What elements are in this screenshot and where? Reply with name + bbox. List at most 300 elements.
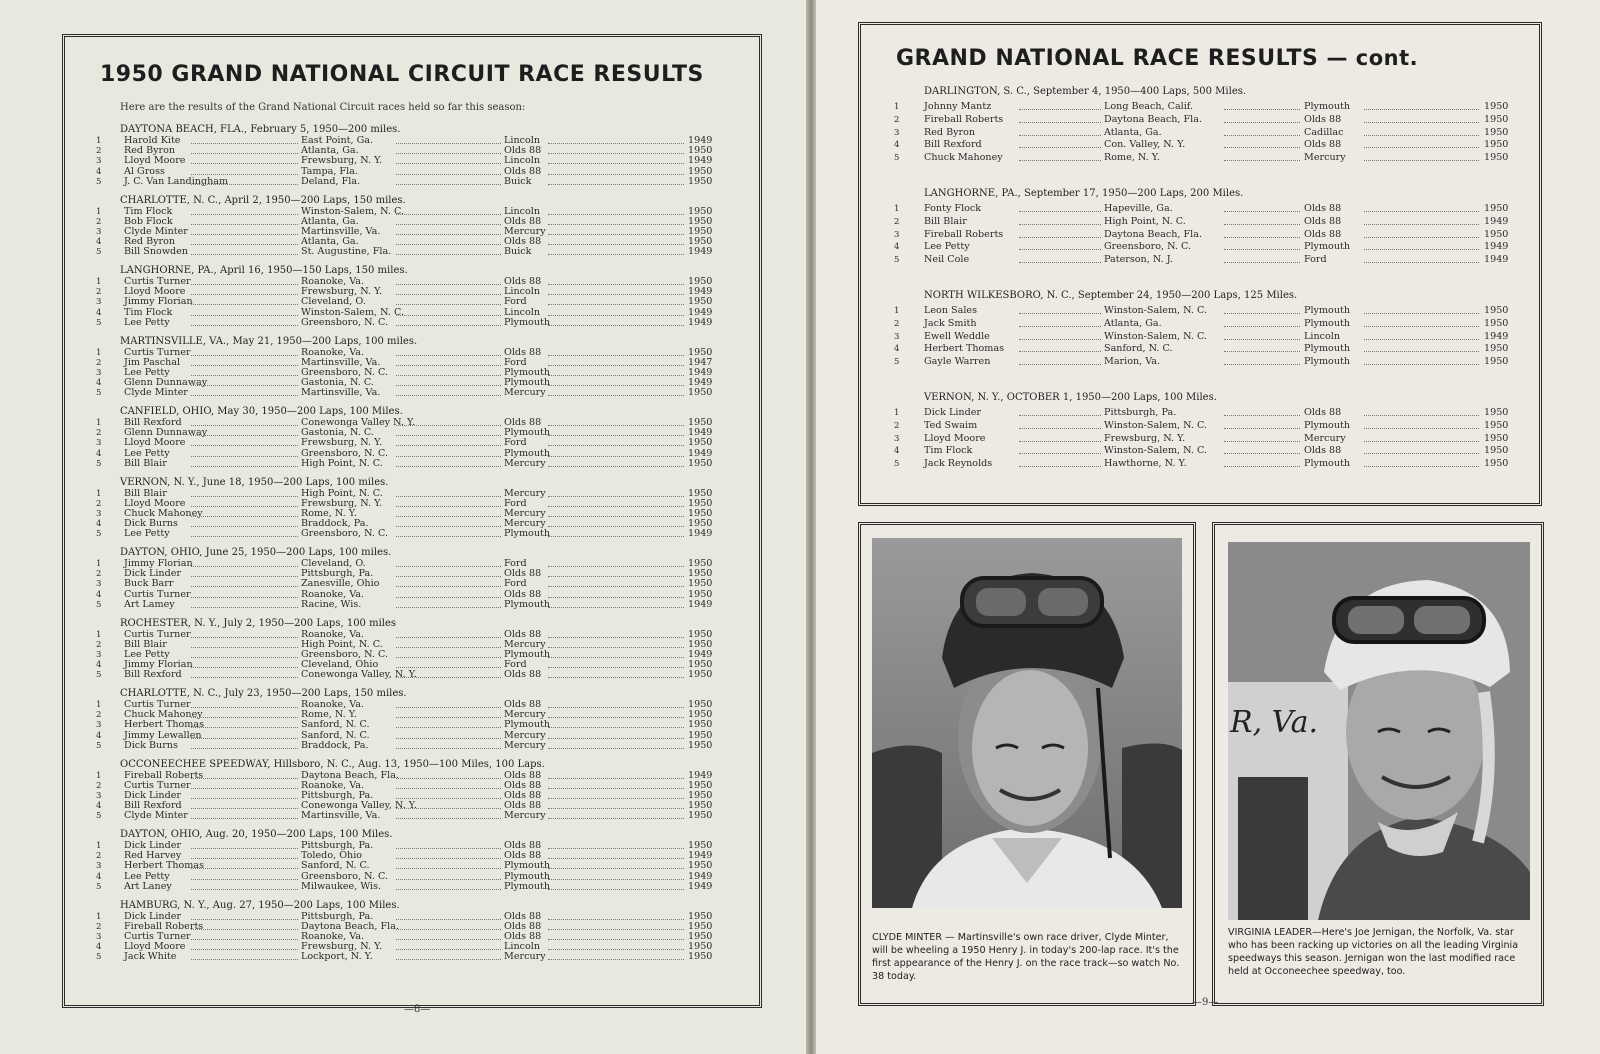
leader-dots bbox=[1364, 306, 1479, 314]
leader-dots bbox=[1019, 459, 1101, 467]
driver-hometown: Atlanta, Ga. bbox=[301, 236, 359, 248]
photo-clyde-minter bbox=[872, 538, 1182, 908]
leader-dots bbox=[396, 348, 501, 356]
leader-dots bbox=[548, 418, 684, 426]
leader-dots bbox=[548, 559, 684, 567]
leader-dots bbox=[1364, 332, 1479, 340]
result-row bbox=[894, 421, 1514, 431]
leader-dots bbox=[396, 388, 501, 396]
leader-dots bbox=[1019, 344, 1101, 352]
leader-dots bbox=[1224, 306, 1300, 314]
leader-dots bbox=[548, 237, 684, 245]
driver-name: Curtis Turner bbox=[124, 930, 191, 942]
driver-hometown: Winston-Salem, N. C. bbox=[1104, 305, 1208, 316]
result-row bbox=[96, 217, 716, 227]
finish-position: 4 bbox=[894, 242, 900, 253]
car-make: Ford bbox=[504, 578, 527, 590]
car-make: Plymouth bbox=[504, 316, 551, 328]
leader-dots bbox=[396, 640, 501, 648]
finish-position: 2 bbox=[96, 357, 102, 368]
result-row bbox=[96, 640, 716, 650]
leader-dots bbox=[548, 720, 684, 728]
car-year: 1949 bbox=[688, 870, 713, 882]
car-make: Plymouth bbox=[504, 719, 551, 731]
leader-dots bbox=[548, 277, 684, 285]
car-year: 1950 bbox=[688, 739, 713, 751]
result-row bbox=[96, 801, 716, 811]
driver-name: Lee Petty bbox=[124, 447, 170, 459]
result-row bbox=[894, 306, 1514, 316]
car-year: 1950 bbox=[1484, 343, 1509, 355]
driver-hometown: Greensboro, N. C. bbox=[301, 447, 389, 459]
car-year: 1950 bbox=[688, 628, 713, 640]
car-make: Plymouth bbox=[1304, 343, 1351, 355]
leader-dots bbox=[548, 519, 684, 527]
finish-position: 5 bbox=[894, 255, 900, 266]
result-row bbox=[894, 408, 1514, 418]
driver-name: Glenn Dunnaway bbox=[124, 427, 208, 439]
car-make: Olds 88 bbox=[504, 346, 542, 358]
driver-hometown: Winston-Salem, N. C. bbox=[1104, 330, 1208, 342]
driver-name: Neil Cole bbox=[924, 254, 970, 266]
driver-hometown: East Point, Ga. bbox=[301, 135, 374, 146]
car-year: 1949 bbox=[688, 769, 713, 781]
leader-dots bbox=[396, 177, 501, 185]
car-year: 1950 bbox=[688, 225, 713, 237]
car-year: 1950 bbox=[688, 638, 713, 650]
leader-dots bbox=[191, 318, 298, 326]
driver-hometown: Pittsburgh, Pa. bbox=[301, 789, 374, 801]
leader-dots bbox=[1224, 204, 1300, 212]
driver-name: Herbert Thomas bbox=[124, 719, 205, 731]
leader-dots bbox=[191, 519, 298, 527]
finish-position: 2 bbox=[96, 710, 102, 721]
race-heading: DAYTON, OHIO, Aug. 20, 1950—200 Laps, 100 Miles. bbox=[120, 829, 393, 840]
race-heading: LANGHORNE, PA., September 17, 1950—200 Laps, 200 Miles. bbox=[924, 188, 1244, 199]
leader-dots bbox=[191, 912, 298, 920]
leader-dots bbox=[548, 217, 684, 225]
leader-dots bbox=[191, 277, 298, 285]
result-row bbox=[894, 217, 1514, 227]
leader-dots bbox=[396, 801, 501, 809]
leader-dots bbox=[396, 287, 501, 295]
leader-dots bbox=[396, 519, 501, 527]
leader-dots bbox=[1364, 446, 1479, 454]
driver-hometown: Deland, Fla. bbox=[301, 175, 361, 187]
leader-dots bbox=[548, 499, 684, 507]
car-year: 1949 bbox=[1484, 330, 1509, 342]
car-year: 1950 bbox=[1484, 101, 1509, 112]
driver-name: Bill Rexford bbox=[124, 800, 182, 812]
driver-hometown: Frewsburg, N. Y. bbox=[301, 155, 383, 167]
car-make: Olds 88 bbox=[504, 800, 542, 812]
leader-dots bbox=[1224, 459, 1300, 467]
car-year: 1950 bbox=[688, 296, 713, 308]
leader-dots bbox=[191, 882, 298, 890]
leader-dots bbox=[191, 348, 298, 356]
finish-position: 1 bbox=[894, 408, 900, 418]
car-year: 1950 bbox=[1484, 113, 1509, 125]
car-year: 1949 bbox=[688, 135, 713, 146]
leader-dots bbox=[548, 167, 684, 175]
car-make: Lincoln bbox=[504, 286, 541, 298]
car-make: Mercury bbox=[504, 810, 546, 822]
leader-dots bbox=[191, 600, 298, 608]
car-year: 1949 bbox=[688, 850, 713, 862]
driver-name: Lloyd Moore bbox=[124, 155, 186, 167]
driver-name: Chuck Mahoney bbox=[924, 152, 1003, 164]
leader-dots bbox=[191, 579, 298, 587]
leader-dots bbox=[396, 710, 501, 718]
car-make: Olds 88 bbox=[504, 930, 542, 942]
leader-dots bbox=[1364, 421, 1479, 429]
finish-position: 3 bbox=[96, 226, 102, 237]
driver-hometown: Milwaukee, Wis. bbox=[301, 880, 382, 892]
finish-position: 4 bbox=[96, 307, 102, 318]
leader-dots bbox=[548, 358, 684, 366]
driver-hometown: Braddock, Pa. bbox=[301, 518, 369, 530]
finish-position: 2 bbox=[96, 921, 102, 932]
car-make: Olds 88 bbox=[1304, 215, 1342, 227]
leader-dots bbox=[548, 207, 684, 215]
driver-hometown: Pittsburgh, Pa. bbox=[301, 910, 374, 922]
leader-dots bbox=[1364, 140, 1479, 148]
car-make: Ford bbox=[504, 356, 527, 368]
driver-name: Glenn Dunnaway bbox=[124, 377, 208, 389]
car-make: Mercury bbox=[504, 225, 546, 237]
driver-name: Jimmy Florian bbox=[124, 296, 193, 308]
driver-name: Fireball Roberts bbox=[924, 228, 1004, 240]
car-year: 1950 bbox=[688, 951, 713, 963]
leader-dots bbox=[191, 529, 298, 537]
page-gutter bbox=[806, 0, 816, 1054]
leader-dots bbox=[548, 841, 684, 849]
race-block bbox=[96, 759, 716, 822]
leader-dots bbox=[396, 428, 501, 436]
result-row bbox=[96, 348, 716, 358]
car-make: Olds 88 bbox=[504, 840, 542, 851]
driver-name: Bob Flock bbox=[124, 215, 173, 227]
finish-position: 2 bbox=[96, 287, 102, 298]
leader-dots bbox=[191, 741, 298, 749]
finish-position: 3 bbox=[96, 297, 102, 308]
driver-name: Red Byron bbox=[924, 126, 976, 138]
leader-dots bbox=[396, 851, 501, 859]
leader-dots bbox=[548, 590, 684, 598]
leader-dots bbox=[1224, 140, 1300, 148]
finish-position: 1 bbox=[96, 700, 102, 710]
leader-dots bbox=[1364, 102, 1479, 110]
leader-dots bbox=[396, 630, 501, 638]
driver-name: Lee Petty bbox=[124, 648, 170, 660]
leader-dots bbox=[396, 308, 501, 316]
car-make: Mercury bbox=[504, 729, 546, 741]
driver-name: Harold Kite bbox=[124, 135, 181, 146]
driver-hometown: Roanoke, Va. bbox=[301, 699, 365, 710]
leader-dots bbox=[548, 297, 684, 305]
race-block bbox=[96, 900, 716, 963]
car-make: Olds 88 bbox=[504, 236, 542, 248]
driver-name: Lloyd Moore bbox=[124, 941, 186, 953]
leader-dots bbox=[548, 308, 684, 316]
leader-dots bbox=[191, 388, 298, 396]
driver-hometown: High Point, N. C. bbox=[301, 487, 383, 499]
driver-name: Ted Swaim bbox=[924, 419, 978, 431]
car-year: 1950 bbox=[688, 659, 713, 671]
continued-title-suffix: — cont. bbox=[1326, 46, 1419, 70]
driver-hometown: High Point, N. C. bbox=[1104, 215, 1186, 227]
race-block bbox=[96, 265, 716, 328]
race-block bbox=[894, 290, 1514, 370]
result-row bbox=[96, 156, 716, 166]
leader-dots bbox=[1019, 408, 1101, 416]
finish-position: 5 bbox=[96, 881, 102, 892]
car-make: Lincoln bbox=[1304, 330, 1341, 342]
driver-hometown: Cleveland, O. bbox=[301, 558, 366, 569]
driver-hometown: Greensboro, N. C. bbox=[301, 870, 389, 882]
leader-dots bbox=[1019, 319, 1101, 327]
driver-name: Buck Barr bbox=[124, 578, 174, 590]
driver-hometown: Greensboro, N. C. bbox=[301, 648, 389, 660]
finish-position: 4 bbox=[894, 140, 900, 151]
finish-position: 1 bbox=[96, 629, 102, 640]
car-make: Lincoln bbox=[504, 306, 541, 318]
driver-name: Clyde Minter bbox=[124, 225, 188, 237]
driver-hometown: Conewonga Valley N. Y. bbox=[301, 417, 416, 428]
leader-dots bbox=[396, 771, 501, 779]
car-make: Plymouth bbox=[1304, 419, 1351, 431]
leader-dots bbox=[1019, 332, 1101, 340]
leader-dots bbox=[396, 590, 501, 598]
finish-position: 4 bbox=[96, 942, 102, 953]
race-heading: VERNON, N. Y., June 18, 1950—200 Laps, 100 miles. bbox=[120, 476, 389, 488]
driver-name: Dick Linder bbox=[924, 407, 982, 418]
finish-position: 5 bbox=[96, 740, 102, 751]
race-block bbox=[96, 618, 716, 681]
race-block bbox=[96, 477, 716, 540]
result-row bbox=[96, 670, 716, 680]
finish-position: 5 bbox=[96, 458, 102, 469]
leader-dots bbox=[1019, 153, 1101, 161]
leader-dots bbox=[396, 237, 501, 245]
finish-position: 2 bbox=[894, 420, 900, 431]
finish-position: 5 bbox=[96, 529, 102, 540]
driver-name: Art Lamey bbox=[124, 598, 175, 610]
car-make: Plymouth bbox=[1304, 458, 1351, 470]
driver-hometown: Pittsburgh, Pa. bbox=[301, 840, 374, 851]
race-block bbox=[96, 829, 716, 892]
leader-dots bbox=[1364, 217, 1479, 225]
car-make: Plymouth bbox=[504, 880, 551, 892]
result-row bbox=[96, 771, 716, 781]
car-year: 1950 bbox=[688, 568, 713, 580]
driver-hometown: Sanford, N. C. bbox=[301, 860, 370, 872]
finish-position: 3 bbox=[96, 438, 102, 449]
result-row bbox=[96, 590, 716, 600]
driver-name: Red Harvey bbox=[124, 850, 182, 862]
car-make: Olds 88 bbox=[504, 779, 542, 791]
leader-dots bbox=[548, 509, 684, 517]
driver-hometown: High Point, N. C. bbox=[301, 457, 383, 469]
car-make: Mercury bbox=[504, 709, 546, 721]
continued-title-main: GRAND NATIONAL RACE RESULTS bbox=[896, 46, 1319, 71]
race-heading: VERNON, N. Y., OCTOBER 1, 1950—200 Laps, 100 Miles. bbox=[924, 392, 1217, 403]
leader-dots bbox=[548, 287, 684, 295]
leader-dots bbox=[191, 509, 298, 517]
driver-name: Curtis Turner bbox=[124, 628, 191, 640]
leader-dots bbox=[548, 872, 684, 880]
leader-dots bbox=[396, 136, 501, 144]
leader-dots bbox=[1224, 319, 1300, 327]
driver-hometown: Daytona Beach, Fla. bbox=[301, 769, 400, 781]
car-year: 1949 bbox=[1484, 254, 1509, 266]
race-block bbox=[96, 195, 716, 258]
leader-dots bbox=[191, 630, 298, 638]
race-heading: ROCHESTER, N. Y., July 2, 1950—200 Laps, 100 miles bbox=[120, 617, 397, 629]
race-block bbox=[894, 86, 1514, 166]
race-block bbox=[96, 547, 716, 610]
car-make: Olds 88 bbox=[504, 417, 542, 428]
leader-dots bbox=[548, 771, 684, 779]
driver-hometown: Zanesville, Ohio bbox=[301, 578, 380, 590]
finish-position: 4 bbox=[96, 801, 102, 812]
car-year: 1950 bbox=[1484, 152, 1509, 164]
car-year: 1950 bbox=[688, 205, 713, 217]
driver-name: Curtis Turner bbox=[124, 346, 191, 358]
car-year: 1950 bbox=[688, 236, 713, 248]
finish-position: 2 bbox=[96, 216, 102, 227]
finish-position: 5 bbox=[96, 952, 102, 963]
car-make: Ford bbox=[504, 437, 527, 449]
photo-joe-jernigan bbox=[1228, 542, 1530, 920]
driver-name: Curtis Turner bbox=[124, 588, 191, 600]
car-make: Olds 88 bbox=[1304, 407, 1342, 418]
leader-dots bbox=[548, 640, 684, 648]
driver-hometown: Winston-Salem, N. C. bbox=[301, 306, 405, 318]
leader-dots bbox=[191, 368, 298, 376]
leader-dots bbox=[1364, 255, 1479, 263]
finish-position: 2 bbox=[894, 114, 900, 125]
driver-name: Bill Snowden bbox=[124, 246, 189, 258]
finish-position: 1 bbox=[894, 306, 900, 316]
car-year: 1950 bbox=[688, 930, 713, 942]
car-year: 1950 bbox=[1484, 445, 1509, 457]
finish-position: 3 bbox=[894, 127, 900, 138]
car-year: 1950 bbox=[688, 417, 713, 428]
car-make: Olds 88 bbox=[504, 769, 542, 781]
car-make: Plymouth bbox=[504, 648, 551, 660]
finish-position: 1 bbox=[96, 206, 102, 217]
leader-dots bbox=[1224, 434, 1300, 442]
driver-hometown: Atlanta, Ga. bbox=[301, 145, 359, 157]
driver-hometown: Long Beach, Calif. bbox=[1104, 101, 1194, 112]
leader-dots bbox=[548, 801, 684, 809]
result-row bbox=[96, 932, 716, 942]
car-year: 1950 bbox=[688, 497, 713, 509]
car-make: Ford bbox=[1304, 254, 1327, 266]
result-row bbox=[894, 434, 1514, 444]
driver-name: Lee Petty bbox=[924, 241, 970, 253]
car-year: 1950 bbox=[688, 165, 713, 177]
car-make: Plymouth bbox=[1304, 241, 1351, 253]
driver-name: Lee Petty bbox=[124, 316, 170, 328]
leader-dots bbox=[1224, 230, 1300, 238]
leader-dots bbox=[1364, 434, 1479, 442]
result-row bbox=[96, 942, 716, 952]
finish-position: 3 bbox=[96, 931, 102, 942]
driver-name: Jack White bbox=[124, 951, 177, 963]
finish-position: 2 bbox=[894, 216, 900, 227]
leader-dots bbox=[548, 630, 684, 638]
car-make: Olds 88 bbox=[504, 145, 542, 157]
finish-position: 5 bbox=[96, 176, 102, 187]
car-make: Plymouth bbox=[504, 870, 551, 882]
result-row bbox=[894, 255, 1514, 265]
car-make: Olds 88 bbox=[504, 669, 542, 681]
result-row bbox=[894, 459, 1514, 469]
driver-hometown: High Point, N. C. bbox=[301, 638, 383, 650]
driver-hometown: Roanoke, Va. bbox=[301, 588, 365, 600]
leader-dots bbox=[548, 438, 684, 446]
leader-dots bbox=[1019, 242, 1101, 250]
result-row bbox=[894, 344, 1514, 354]
finish-position: 5 bbox=[96, 811, 102, 822]
finish-position: 5 bbox=[96, 599, 102, 610]
driver-hometown: Frewsburg, N. Y. bbox=[301, 497, 383, 509]
race-heading: MARTINSVILLE, VA., May 21, 1950—200 Laps, 100 miles. bbox=[120, 335, 418, 347]
result-row bbox=[96, 146, 716, 156]
leader-dots bbox=[191, 640, 298, 648]
result-row bbox=[96, 579, 716, 589]
driver-name: Curtis Turner bbox=[124, 699, 191, 710]
race-block bbox=[96, 336, 716, 399]
driver-hometown: Roanoke, Va. bbox=[301, 346, 365, 358]
car-year: 1949 bbox=[688, 648, 713, 660]
result-row bbox=[96, 247, 716, 257]
result-row bbox=[96, 731, 716, 741]
race-heading: NORTH WILKESBORO, N. C., September 24, 1950—200 Laps, 125 Miles. bbox=[924, 290, 1298, 301]
leader-dots bbox=[1224, 115, 1300, 123]
leader-dots bbox=[191, 237, 298, 245]
leader-dots bbox=[1224, 128, 1300, 136]
driver-name: Jim Paschal bbox=[124, 356, 181, 368]
driver-hometown: Sanford, N. C. bbox=[301, 719, 370, 731]
driver-name: Curtis Turner bbox=[124, 779, 191, 791]
car-make: Plymouth bbox=[504, 377, 551, 389]
leader-dots bbox=[191, 932, 298, 940]
driver-hometown: Daytona Beach, Fla. bbox=[1104, 113, 1203, 125]
race-block bbox=[894, 392, 1514, 472]
car-make: Lincoln bbox=[504, 155, 541, 167]
car-year: 1950 bbox=[1484, 228, 1509, 240]
leader-dots bbox=[548, 932, 684, 940]
car-year: 1950 bbox=[688, 457, 713, 469]
leader-dots bbox=[1224, 255, 1300, 263]
finish-position: 5 bbox=[96, 317, 102, 328]
result-row bbox=[96, 720, 716, 730]
result-row bbox=[96, 489, 716, 499]
car-make: Olds 88 bbox=[504, 920, 542, 932]
result-row bbox=[96, 630, 716, 640]
leader-dots bbox=[1224, 242, 1300, 250]
car-year: 1949 bbox=[1484, 215, 1509, 227]
finish-position: 3 bbox=[96, 367, 102, 378]
car-make: Ford bbox=[504, 497, 527, 509]
result-row bbox=[96, 438, 716, 448]
finish-position: 4 bbox=[894, 446, 900, 457]
leader-dots bbox=[191, 851, 298, 859]
leader-dots bbox=[191, 942, 298, 950]
